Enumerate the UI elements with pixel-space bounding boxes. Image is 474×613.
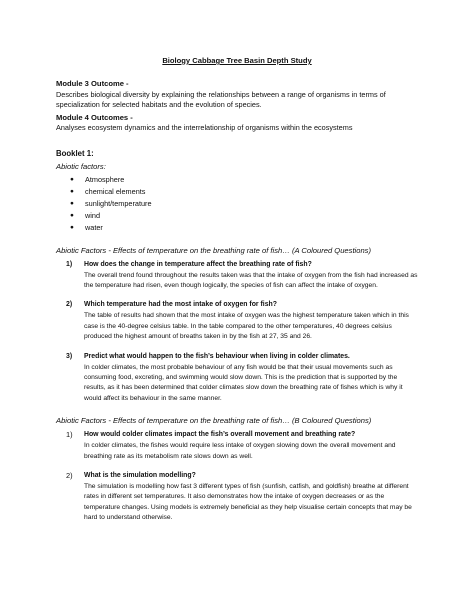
bullet-icon: ● [70, 211, 74, 219]
answer-text: The table of results had shown that the most intake of oxygen was the highest temperature taken which in this case is the 40-degree celsius table. In the table compared to the other temperatures, 40 degrees celsius produced the highest amount of breaths taken in by the fish at 27, 35 and 26. [84, 312, 409, 341]
bullet-icon: ● [70, 187, 74, 195]
abiotic-factors-label: Abiotic factors: [56, 161, 106, 171]
list-item [70, 174, 418, 186]
answer-text: The overall trend found throughout the results taken was that the intake of oxygen from the fish had increased as the temperature had risen, even though logically, the species of fish can affect the intake of oxygen. [84, 271, 418, 289]
document-title: Biology Cabbage Tree Basin Depth Study [162, 56, 312, 65]
answer-text: In colder climates, the most probable behaviour of any fish would be that their usual movements such as consuming food, excreting, and swimming would slow down. This is the prediction that is supported by the results, as it has been determined that colder climates slow down the breathing rate of fishes which is why it would affect its behaviour in the same manner. [84, 363, 403, 402]
bullet-icon: ● [70, 199, 74, 207]
abiotic-factors-list [56, 174, 418, 234]
question-block [56, 471, 418, 524]
question-text: How does the change in temperature affect the breathing rate of fish? [84, 260, 312, 268]
factor-label: Atmosphere [85, 174, 125, 184]
answer-text: In colder climates, the fishes would require less intake of oxygen slowing down the overall movement and breathing rate as its metabolism rate slows down as well. [84, 442, 396, 460]
question-block [56, 260, 418, 292]
section-a-title: Abiotic Factors - Effects of temperature on the breathing rate of fish… (A Coloured Questions) [56, 245, 372, 255]
question-heading [56, 300, 418, 310]
factor-label: water [85, 222, 103, 232]
factor-label: wind [85, 210, 101, 220]
module4-text: Analyses ecosystem dynamics and the interrelationship of organisms within the ecosystems [56, 123, 353, 132]
question-block [56, 352, 418, 405]
question-heading [56, 352, 418, 362]
question-text: Predict what would happen to the fish’s behaviour when living in colder climates. [84, 352, 350, 360]
booklet-heading: Booklet 1: [56, 148, 94, 158]
module4-heading: Module 4 Outcomes - [56, 112, 133, 122]
factor-label: sunlight/temperature [85, 198, 152, 208]
question-number: 1) [66, 430, 73, 440]
question-text: Which temperature had the most intake of oxygen for fish? [84, 301, 277, 309]
question-number: 3) [66, 352, 73, 360]
bullet-icon: ● [70, 175, 74, 183]
section-b-title: Abiotic Factors - Effects of temperature on the breathing rate of fish… (B Coloured Questions) [56, 416, 372, 426]
question-number: 1) [66, 260, 73, 268]
question-heading [56, 430, 418, 440]
question-number: 2) [66, 301, 73, 309]
question-text: How would colder climates impact the fish’s overall movement and breathing rate? [84, 431, 356, 439]
module3-heading: Module 3 Outcome - [56, 79, 129, 88]
question-number: 2) [66, 470, 73, 480]
list-item [70, 186, 418, 198]
module3-text: Describes biological diversity by explaining the relationships between a range of organisms in terms of specialization for selected habitats and the evolution of species. [56, 89, 386, 109]
list-item [70, 222, 418, 234]
question-block [56, 300, 418, 342]
bullet-icon: ● [70, 223, 74, 231]
question-text: What is the simulation modelling? [84, 471, 196, 479]
list-item [70, 210, 418, 222]
question-heading [56, 471, 418, 481]
question-block [56, 430, 418, 462]
factor-label: chemical elements [85, 186, 146, 196]
question-heading [56, 260, 418, 270]
list-item [70, 198, 418, 210]
answer-text: The simulation is modelling how fast 3 different types of fish (sunfish, catfish, and goldfish) breathe at different rates in different set temperatures. It also demonstrates how the intake of oxygen decreases or as the temperature changes. Using models is extremely beneficial as they help visualise certain concepts that may be hard to understand otherwise. [84, 482, 412, 522]
